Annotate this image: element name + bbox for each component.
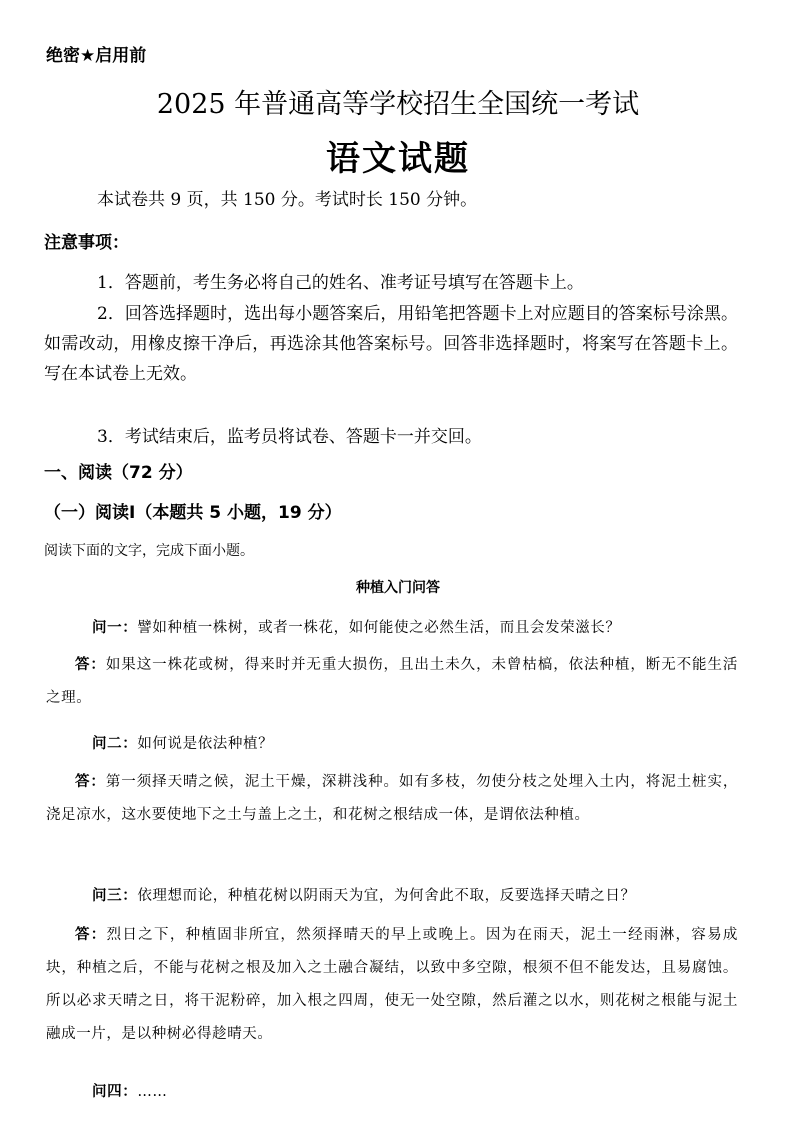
answer-1-label: 答：: [75, 656, 106, 673]
notice-item-2: 2．回答选择题时，选出每小题答案后，用铅笔把答题卡上对应题目的答案标号涂黑。如需改动，用橡皮擦干净后，再选涂其他答案标号。回答非选择题时，将案写在答题卡上。写在本试卷上无效。: [44, 304, 738, 384]
exam-title: 2025 年普通高等学校招生全国统一考试: [156, 89, 640, 120]
question-3: [92, 884, 636, 905]
confidential-label: 绝密★启用前: [46, 46, 147, 66]
notice-item-3: 3．考试结束后，监考员将试卷、答题卡一并交回。: [97, 427, 482, 447]
section-heading: 一、阅读（72 分）: [44, 463, 193, 483]
question-4-text: ……: [137, 1084, 168, 1100]
question-1-text: 譬如种植一株树，或者一株花，如何能使之必然生活，而且会发荣滋长？: [137, 620, 621, 636]
answer-1: [46, 648, 738, 715]
subsection-heading: （一）阅读I（本题共 5 小题，19 分）: [44, 503, 342, 523]
notice-item-1: 1．答题前，考生务必将自己的姓名、准考证号填写在答题卡上。: [97, 273, 584, 293]
question-1: [92, 616, 621, 637]
question-2: [92, 732, 273, 753]
article-title: 种植入门问答: [356, 580, 440, 596]
question-1-label: 问一：: [92, 619, 138, 636]
answer-2: [46, 765, 738, 832]
answer-2-label: 答：: [75, 773, 106, 790]
question-4-label: 问四：: [92, 1083, 138, 1100]
answer-3-label: 答：: [75, 926, 107, 943]
answer-2-text: 第一须择天晴之候，泥土干燥，深耕浅种。如有多枝，勿使分枝之处埋入土内，将泥土桩实，浇足凉水，这水要使地下之土与盖上之土，和花树之根结成一体，是谓依法种植。: [46, 774, 738, 823]
reading-instruction: 阅读下面的文字，完成下面小题。: [44, 543, 254, 559]
question-4: [92, 1080, 168, 1101]
subject-title: 语文试题: [326, 139, 470, 179]
question-3-label: 问三：: [92, 887, 138, 904]
answer-3: [46, 918, 738, 1051]
question-2-text: 如何说是依法种植？: [137, 736, 274, 752]
notice-heading: 注意事项：: [44, 233, 129, 253]
answer-1-text: 如果这一株花或树，得来时并无重大损伤，且出土未久，未曾枯槁，依法种植，断无不能生活之理。: [46, 657, 738, 706]
question-2-label: 问二：: [92, 735, 138, 752]
question-3-text: 依理想而论，种植花树以阴雨天为宜，为何舍此不取，反要选择天晴之日？: [137, 888, 636, 904]
answer-3-text: 烈日之下，种植固非所宜，然须择晴天的早上或晚上。因为在雨天，泥土一经雨淋，容易成块，种植之后，不能与花树之根及加入之土融合凝结，以致中多空隙，根须不但不能发达，且易腐蚀。所以必求天晴之日，将干泥粉碎，加入根之四周，使无一处空隙，然后灌之以水，则花树之根能与泥土融成一片，是以种树必得趁晴天。: [46, 927, 738, 1042]
exam-intro: 本试卷共 9 页，共 150 分。考试时长 150 分钟。: [97, 190, 478, 210]
